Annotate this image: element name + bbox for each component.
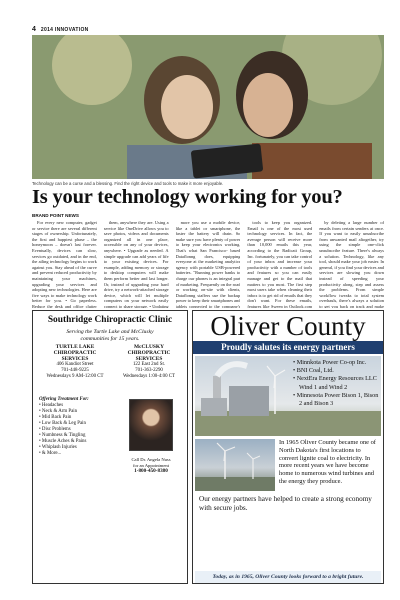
clinic-name: SERVICES [61, 355, 89, 362]
treatment-item: • Mid Back Pain [39, 415, 72, 420]
article-column-5: by deleting a large number of emails from certain senders at once. If you want to easily unsubscribe from unwanted mail altogether, try using the simple one-click unsubscribe feature. There's always a solution. Technology, like any tool, should make your job easier. In general, if you find your devices and services are slowing you down instead of speeding your productivity along, step and assess the problems. From simple workflow tweaks to total system overhauls, there's always a solution to get you back on track and make [319, 220, 384, 308]
chiro-title: Southridge Chiropractic Clinic [47, 315, 173, 325]
photo-caption: Technology can be a curse and a blessing. Find the right device and tools to make it more enjoyable. [32, 181, 224, 186]
page-header [32, 26, 89, 33]
byline: BRAND POINT NEWS [32, 213, 79, 218]
article-column-3: more you use a mobile device, like a tablet or smartphone, the faster the battery will drain. So make sure you have plenty of power to keep your electronics working. That's what San Francisco- based Dataflonng does, equipping everyone at the marketing analytics agency with portable USB-powered batteries. "Running power banks to charge our phones is an integral part of marketing. Frequently on the road or working on-site with clients, Dataflonng staffers use the backup power to keep their smartphones and tablets connected to the company's [175, 220, 241, 308]
treatment-title: Offering Treatment For: [39, 397, 89, 402]
clinic-name: CHIROPRACTIC [53, 349, 97, 356]
article-body [32, 220, 384, 308]
chiro-subtitle [33, 329, 187, 343]
treatment-item: • Whiplash Injuries [39, 445, 77, 450]
partner-item: • BNI Coal, Ltd. [293, 367, 334, 375]
clinic-turtle-lake [39, 345, 111, 380]
chiro-subtitle-line2: communities for 15 years. [80, 336, 140, 342]
clinic-mcclusky [113, 345, 185, 380]
ad-title: Oliver County [210, 311, 366, 341]
treatment-list [39, 397, 111, 457]
treatment-item: • Low Back & Leg Pain [39, 421, 86, 426]
article-column-2: them, anywhere they are. Using a service like OneDrive allows you to save photos, videos and documents organized all in one place, accessible on any of your devices, anywhere. • Upgrade as needed. A simple upgrade can add years of life to your existing devices. For example, adding memory or storage to desktop computers will make them perform better and last longer. Or, instead of upgrading your hard drive, try a network-attached storage device, which will let multiple computers on your network easily connect to share storage. • Updating [103, 220, 169, 308]
feature-photo [32, 35, 384, 179]
treatment-item: • Disc Problems [39, 427, 71, 432]
treatment-item: • Numbness & Tingling [39, 433, 86, 438]
oliver-county-ad [192, 310, 384, 584]
partner-item: • Minnesota Power Bison 1, Bison 2 and Bison 3 [293, 391, 379, 408]
ad-body-text: In 1965 Oliver County became one of North Dakota's first locations to convert lignite coal to electricity. In more recent years we have become home to numerous wind turbines and the energy they produce. [279, 439, 376, 485]
clinic-name: SERVICES [135, 355, 163, 362]
call-line1: Call Dr. Angela Nuss [131, 457, 171, 462]
ad-tagline: Today, as in 1965, Oliver County looks forward to a bright future. [195, 571, 381, 583]
clinic-name: McCLUSKY [134, 344, 164, 350]
treatment-item: • Headaches [39, 403, 64, 408]
wind-turbine-photo [195, 439, 275, 491]
treatment-item: • & More... [39, 451, 62, 456]
appointment-phone: 1-800-450-8380 [134, 467, 168, 474]
treatment-item: • Neck & Arm Pain [39, 409, 78, 414]
clinic-hours: Wednesdays 1:00-4:00 CT [122, 373, 176, 379]
clinic-name: TURTLE LAKE [55, 344, 95, 350]
chiropractic-ad [32, 310, 188, 584]
call-line2: for an Appointment [133, 462, 169, 468]
partner-item: • Minnkota Power Co-op Inc. [293, 359, 367, 366]
clinic-hours: Wednesdays 9 AM-12:00 CT [46, 373, 104, 379]
section-title: 2014 INNOVATION [40, 27, 89, 33]
clinic-address: 122 East 2nd St. [132, 362, 166, 368]
wind-turbines-illustration [195, 439, 275, 491]
headline: Is your technology working for you? [32, 186, 343, 208]
partner-list [293, 359, 381, 408]
appointment-callout [117, 457, 185, 474]
treatment-item: • Muscle Aches & Pains [39, 439, 87, 444]
article-column-1: For every new computer, gadget or service there are several different stages of ownership. Unfortunately, the first and happiest phase – the honeymoon – doesn't last forever. Eventually, devices can slow, services go outdated, and in the end, the ailing technology begins to work against you. Stay ahead of the curve and prevent reduced productivity by maintaining your machines, upgrading your services and adopting new technologies. Here are five ways to make technology work better for you. • Go paperless. Reduce the desk and office clutter [32, 220, 97, 308]
ad-footer-text: Our energy partners have helped to create a strong economy with secure jobs. [199, 495, 372, 512]
clinic-address: 406 Kandiot Street [56, 362, 94, 368]
chiro-subtitle-line1: Serving the Turtle Lake and McClusky [66, 329, 154, 335]
clinic-phone: 701-363-2290 [135, 368, 163, 374]
doctor-photo [129, 399, 173, 451]
article-column-4: tools to keep you organized. Email is one of the most used technology services. In fact, the average person will receive more than 10,000 emails this year, according to the Radicati Group, Inc. fortunately, you can take control of your inbox and increase your productivity with a number of tools and features so you can easily manage and get to the mail that matters to you most. The first step most users take when cleaning their inbox is to get rid of emails that they don't want. For these emails, features like Sweep in Outlook.com [247, 220, 313, 308]
ad-subtitle: Proudly salutes its energy partners [193, 341, 383, 354]
couple-with-tablet-illustration [32, 35, 384, 179]
partner-item: • NextEra Energy Resources LLC Wind 1 and Wind 2 [293, 375, 377, 391]
clinic-phone: 701-448-9225 [61, 368, 89, 374]
clinic-name: CHIROPRACTIC [127, 349, 171, 356]
page-number: 4 [32, 26, 37, 33]
